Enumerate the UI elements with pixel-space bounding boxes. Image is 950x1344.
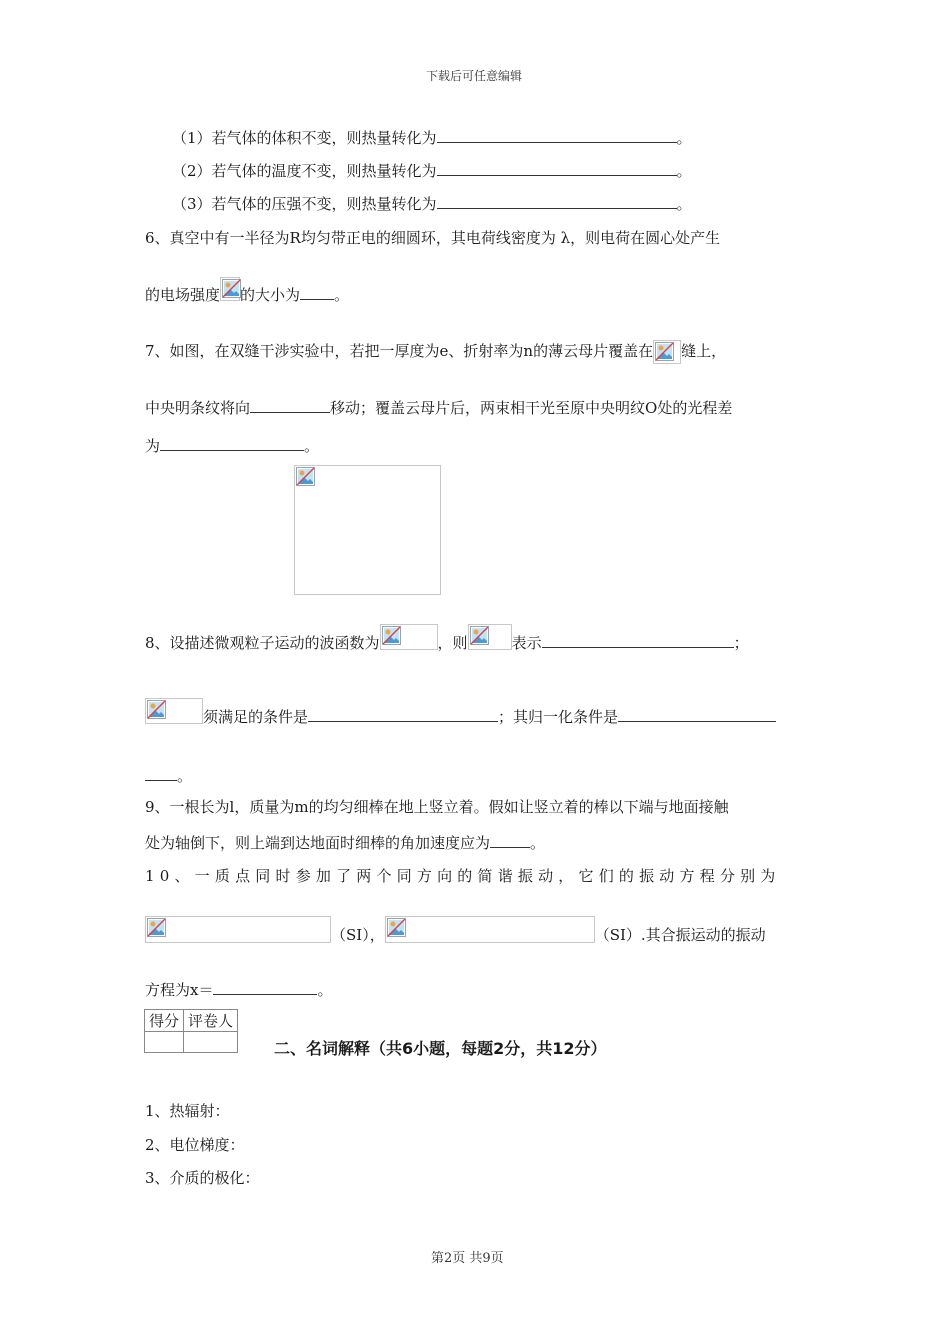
q5-line-3: （3）若气体的压强不变，则热量转化为 。: [172, 195, 692, 213]
broken-image-icon: [222, 279, 241, 298]
score-cell[interactable]: [145, 1032, 184, 1053]
answer-blank[interactable]: [542, 633, 734, 648]
broken-image-icon: [387, 918, 406, 937]
formula-image: [653, 340, 681, 364]
q7-line-2: 中央明条纹将向 移动；覆盖云母片后，两束相干光至原中央明纹O处的光程差: [145, 399, 733, 417]
formula-image: [380, 624, 438, 650]
page-header: 下载后可任意编辑: [426, 69, 523, 83]
answer-blank[interactable]: [213, 980, 317, 995]
q7-line-3: 为 。: [145, 437, 320, 455]
q6-line-2: 的电场强度 的大小为 。: [145, 285, 349, 305]
q10-line-2: （SI）， （SI）.其合振运动的振动: [145, 925, 766, 945]
q5-line-2: （2）若气体的温度不变，则热量转化为 。: [172, 162, 692, 180]
term-1: 1、热辐射：: [145, 1102, 230, 1120]
score-table: [144, 1009, 238, 1053]
answer-blank[interactable]: [308, 707, 498, 722]
broken-image-icon: [655, 342, 674, 361]
q5-line-3-text: （3）若气体的压强不变，则热量转化为: [172, 195, 437, 213]
formula-image: [145, 916, 331, 943]
answer-blank[interactable]: [145, 766, 177, 781]
q10-line-1: 10、一质点同时参加了两个同方向的简谐振动，它们的振动方程分别为: [145, 867, 781, 885]
answer-blank[interactable]: [437, 128, 677, 143]
answer-blank[interactable]: [160, 436, 304, 451]
answer-blank[interactable]: [437, 161, 677, 176]
term-3: 3、介质的极化：: [145, 1169, 260, 1187]
formula-image: [220, 277, 240, 301]
q7-line-1: 7、如图，在双缝干涉实验中，若把一厚度为e、折射率为n的薄云母片覆盖在 缝上，: [145, 340, 726, 364]
section-title: 二、名词解释（共6小题，每题2分，共12分）: [274, 1039, 607, 1058]
term-2: 2、电位梯度：: [145, 1136, 245, 1154]
formula-image: [385, 916, 595, 943]
answer-blank[interactable]: [618, 707, 776, 722]
formula-image: [145, 698, 203, 724]
q8-line-1: 8、设描述微观粒子运动的波函数为 ，则 表示 ；: [145, 633, 749, 653]
page-footer: 第2页 共9页: [431, 1251, 504, 1266]
broken-image-icon: [147, 700, 166, 719]
q10-line-3: 方程为x＝ 。: [145, 981, 333, 999]
answer-blank[interactable]: [490, 833, 530, 848]
answer-blank[interactable]: [300, 285, 334, 300]
score-header: 得分: [145, 1010, 184, 1032]
figure-image: [294, 465, 441, 595]
q8-line-3: 。: [145, 766, 192, 786]
q6-line-1: 6、真空中有一半径为R均匀带正电的细圆环，其电荷线密度为 λ，则电荷在圆心处产生: [145, 229, 721, 247]
formula-image: [468, 624, 512, 650]
q9-line-2: 处为轴倒下，则上端到达地面时细棒的角加速度应为 。: [145, 834, 546, 852]
grader-header: 评卷人: [184, 1010, 238, 1032]
q5-line-1-text: （1）若气体的体积不变，则热量转化为: [172, 129, 437, 147]
answer-blank[interactable]: [250, 398, 330, 413]
broken-image-icon: [470, 626, 489, 645]
broken-image-icon: [382, 626, 401, 645]
grader-cell[interactable]: [184, 1032, 238, 1053]
answer-blank[interactable]: [437, 194, 677, 209]
q8-line-2: 须满足的条件是 ；其归一化条件是: [145, 707, 776, 727]
q5-line-2-text: （2）若气体的温度不变，则热量转化为: [172, 162, 437, 180]
q5-line-1: （1）若气体的体积不变，则热量转化为 。: [172, 129, 692, 147]
q9-line-1: 9、一根长为l，质量为m的均匀细棒在地上竖立着。假如让竖立着的棒以下端与地面接触: [145, 798, 729, 816]
broken-image-icon: [147, 918, 166, 937]
broken-image-icon: [296, 467, 315, 486]
